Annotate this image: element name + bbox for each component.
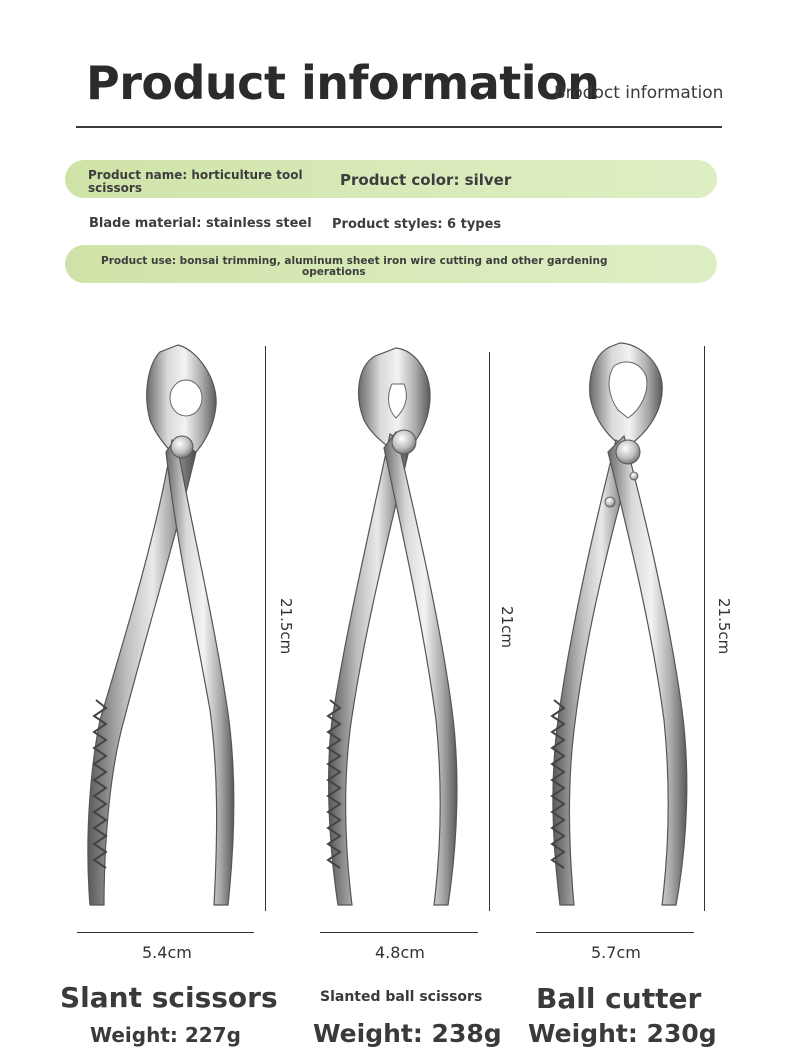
product-styles: Product styles: 6 types (332, 217, 502, 232)
width-dimension-line-2 (320, 932, 478, 933)
product-weight-3: Weight: 230g (528, 1019, 717, 1048)
page-subtitle: Brodoct information (554, 83, 724, 103)
width-label-3: 5.7cm (591, 943, 641, 962)
product-name-line1: Product name: horticulture tool (88, 168, 303, 182)
width-label-2: 4.8cm (375, 943, 425, 962)
product-use-line2: operations (302, 266, 366, 278)
product-name-2: Slanted ball scissors (320, 989, 483, 1005)
length-label-3: 21.5cm (715, 598, 733, 655)
product-color: Product color: silver (340, 171, 512, 189)
product-name-line2: scissors (88, 181, 142, 195)
product-name-3: Ball cutter (536, 982, 702, 1015)
blade-material: Blade material: stainless steel (89, 216, 312, 231)
length-dimension-line-1 (265, 346, 266, 911)
page-title: Product information (86, 56, 600, 110)
slant-scissors-illustration (88, 345, 234, 905)
product-weight-1: Weight: 227g (90, 1023, 241, 1047)
length-label-2: 21cm (498, 606, 516, 648)
ball-cutter-illustration (552, 343, 687, 905)
width-label-1: 5.4cm (142, 943, 192, 962)
length-label-1: 21.5cm (277, 598, 295, 655)
length-dimension-line-2 (489, 352, 490, 911)
product-weight-2: Weight: 238g (313, 1019, 502, 1048)
product-use-line1: Product use: bonsai trimming, aluminum sheet iron wire cutting and other gardening (101, 255, 608, 267)
length-dimension-line-3 (704, 346, 705, 911)
product-name-1: Slant scissors (60, 981, 278, 1014)
width-dimension-line-3 (536, 932, 694, 933)
slanted-ball-scissors-illustration (328, 348, 457, 905)
width-dimension-line-1 (77, 932, 254, 933)
